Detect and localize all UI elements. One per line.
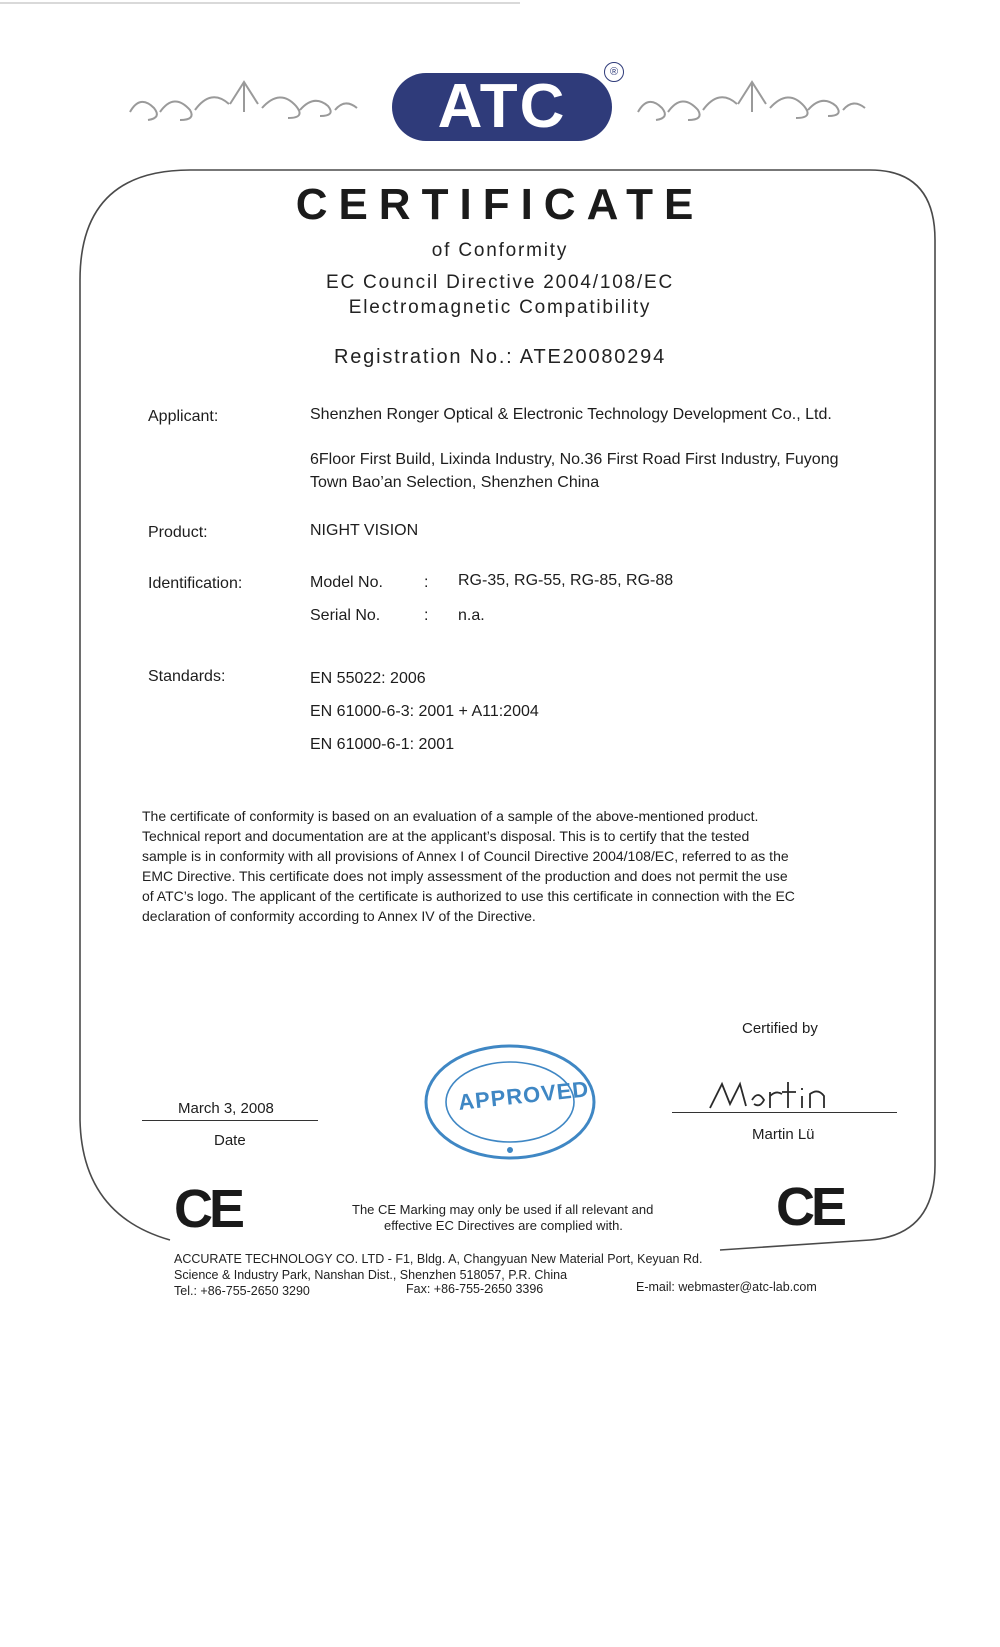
- statement-line: Technical report and documentation are at the applicant’s disposal. This is to certify that the tested: [142, 828, 750, 844]
- serial-separator: :: [424, 607, 429, 624]
- applicant-label: Applicant:: [148, 408, 219, 425]
- statement-line: The certificate of conformity is based on an evaluation of a sample of the above-mentioned product.: [142, 808, 759, 824]
- scope-line: Electromagnetic Compatibility: [348, 297, 652, 318]
- statement-line: of ATC’s logo. The applicant of the certificate is authorized to use this certificate in connection with the EC: [142, 888, 795, 904]
- model-value: RG-35, RG-55, RG-85, RG-88: [458, 572, 674, 589]
- ce-note-line2: effective EC Directives are complied with.: [384, 1218, 623, 1233]
- footer-tel: Tel.: +86-755-2650 3290: [174, 1284, 310, 1298]
- ce-mark-right: CE: [776, 1177, 844, 1237]
- footer-fax: Fax: +86-755-2650 3396: [406, 1282, 544, 1296]
- ornament-right: [638, 82, 865, 120]
- certificate-title: CERTIFICATE: [295, 180, 705, 229]
- model-label: Model No.: [310, 574, 383, 591]
- statement-line: declaration of conformity according to Annex IV of the Directive.: [142, 908, 536, 924]
- standard-item: EN 61000-6-1: 2001: [310, 736, 455, 753]
- statement-line: EMC Directive. This certificate does not imply assessment of the production and does not permit the use: [142, 868, 788, 884]
- applicant-address-line1: 6Floor First Build, Lixinda Industry, No.36 First Road First Industry, Fuyong: [310, 451, 839, 468]
- registered-mark: ®: [604, 62, 624, 82]
- standard-item: EN 55022: 2006: [310, 670, 426, 687]
- footer-address-line2: Science & Industry Park, Nanshan Dist., Shenzhen 518057, P.R. China: [174, 1268, 568, 1282]
- serial-value: n.a.: [458, 607, 485, 624]
- directive-line: EC Council Directive 2004/108/EC: [325, 272, 675, 293]
- standard-item: EN 61000-6-3: 2001 + A11:2004: [310, 703, 539, 720]
- date-value: March 3, 2008: [178, 1100, 274, 1117]
- atc-logo-text: ATC: [437, 72, 567, 141]
- standards-label: Standards:: [148, 668, 226, 685]
- signer-name: Martin Lü: [752, 1126, 815, 1143]
- footer-email: E-mail: webmaster@atc-lab.com: [636, 1280, 817, 1294]
- product-label: Product:: [148, 524, 208, 541]
- conformity-statement: [142, 806, 892, 926]
- applicant-name: Shenzhen Ronger Optical & Electronic Technology Development Co., Ltd.: [310, 406, 832, 423]
- footer-address-line1: ACCURATE TECHNOLOGY CO. LTD - F1, Bldg. A, Changyuan New Material Port, Keyuan Rd.: [174, 1252, 703, 1266]
- product-value: NIGHT VISION: [310, 522, 419, 539]
- identification-label: Identification:: [148, 575, 243, 592]
- registration-number: Registration No.: ATE20080294: [333, 346, 666, 368]
- certified-by-label: Certified by: [742, 1020, 818, 1037]
- model-separator: :: [424, 574, 429, 591]
- ornament-left: [130, 82, 357, 120]
- certificate-subtitle: of Conformity: [431, 240, 569, 261]
- date-line: [142, 1120, 318, 1121]
- statement-line: sample is in conformity with all provisions of Annex I of Council Directive 2004/108/EC, referred to as the: [142, 848, 789, 864]
- serial-label: Serial No.: [310, 607, 381, 624]
- applicant-address-line2: Town Bao’an Selection, Shenzhen China: [310, 474, 600, 491]
- ce-note-line1: The CE Marking may only be used if all relevant and: [352, 1202, 654, 1217]
- signature-line: [672, 1112, 897, 1113]
- stamp-text: APPROVED: [457, 1076, 591, 1115]
- date-label: Date: [214, 1132, 246, 1149]
- ce-mark-left: CE: [174, 1179, 242, 1239]
